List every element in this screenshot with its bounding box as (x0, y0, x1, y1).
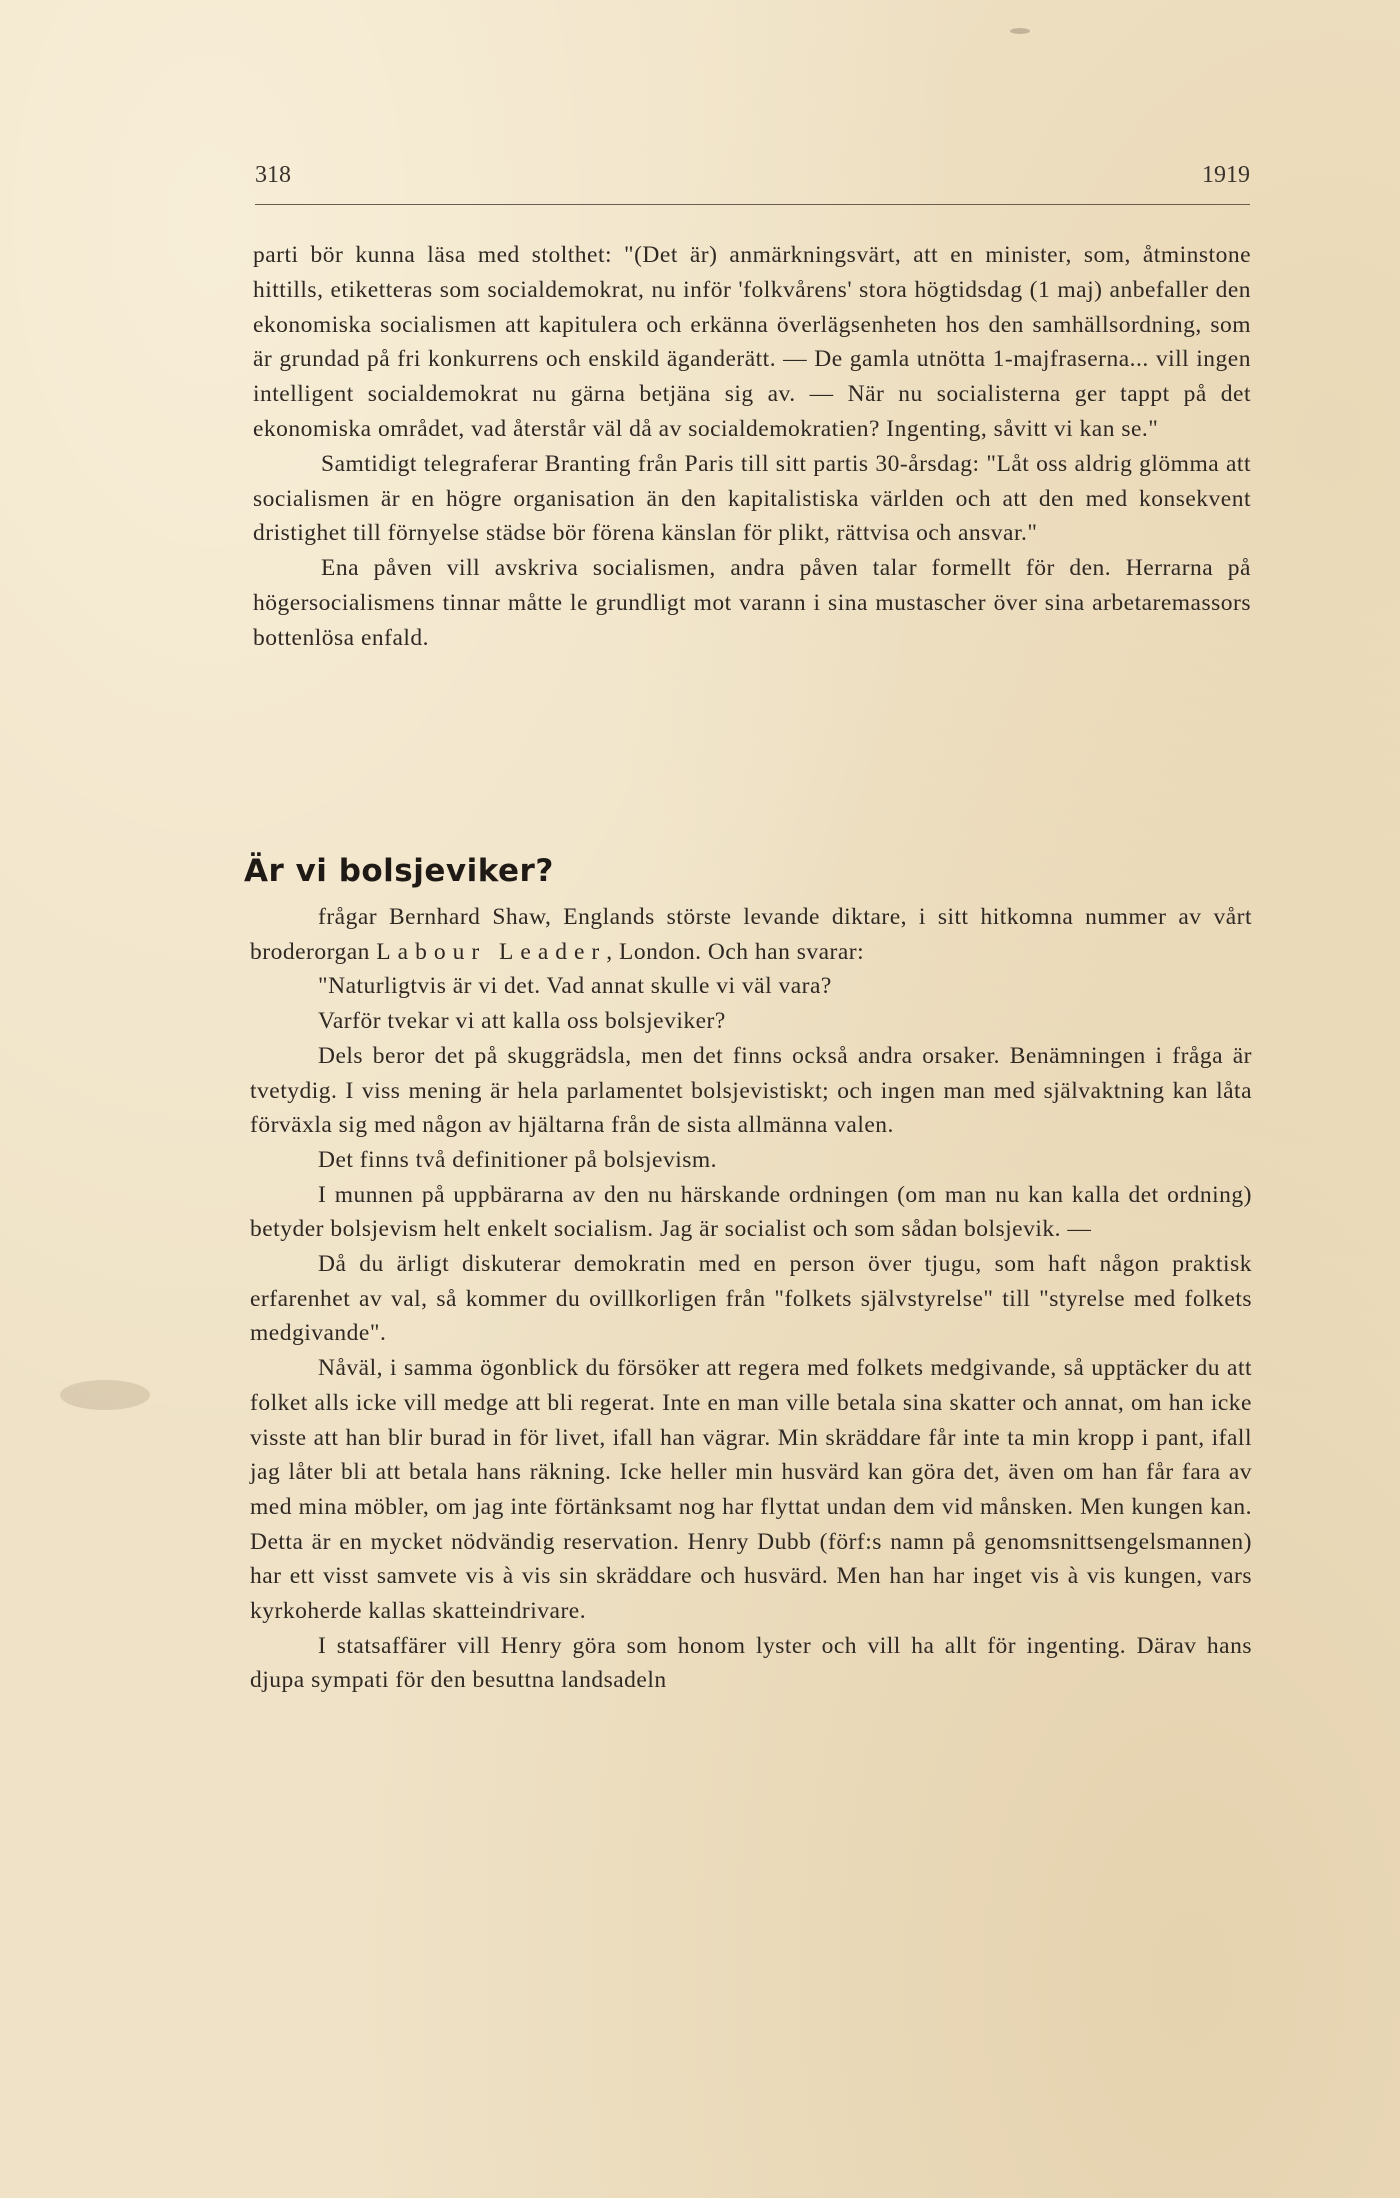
header-rule (255, 204, 1250, 205)
paragraph: Då du ärligt diskuterar demokratin med en person över tjugu, som haft någon praktisk erfarenhet av val, så kommer du ovillkorligen från "folkets självstyrelse" till "styrelse med folkets medgivande". (250, 1251, 1252, 1347)
article-body (250, 900, 1252, 1698)
paragraph: I statsaffärer vill Henry göra som honom lyster och vill ha allt för ingenting. Därav hans djupa sympati för den besuttna landsadeln (250, 1632, 1252, 1694)
continued-article (253, 238, 1251, 656)
header-year: 1919 (1202, 162, 1250, 188)
intro-text: frågar Bernhard Shaw, Englands störste levande diktare, i sitt hitkomna nummer av vårt broderorgan (250, 904, 1252, 965)
paragraph: Ena påven vill avskriva socialismen, andra påven talar formellt för den. Herrarna på högersocialismens tinnar måtte le grundligt mot varann i sina mustascher över sina arbetaremassors bottenlösa enfald. (253, 555, 1251, 651)
paragraph: Varför tvekar vi att kalla oss bolsjeviker? (318, 1008, 726, 1035)
paragraph: "Naturligtvis är vi det. Vad annat skulle vi väl vara? (318, 973, 832, 1000)
paragraph: Samtidigt telegraferar Branting från Paris till sitt partis 30-årsdag: "Låt oss aldrig glömma att socialismen är en högre organisation än den kapitalistiska världen och att den med konsekvent dristighet till förnyelse städse bör förena känslan för plikt, rättvisa och ansvar." (253, 450, 1251, 547)
paragraph: Nåväl, i samma ögonblick du försöker att regera med folkets medgivande, så upptäcker du att folket alls icke vill medge att bli regerat. Inte en man ville betala sina skatter och annat, om han icke visste att han blir burad in för livet, ifall han vägrar. Min skräddare får inte ta min kropp i pant, ifall jag låter bli att betala hans räkning. Icke heller min husvärd kan göra det, även om han får fara av med mina möbler, om jag inte förtänksamt nog har flyttat undan dem vid månsken. Men kungen kan. Detta är en mycket nödvändig reservation. Henry Dubb (förf:s namn på genomsnittsengelsmannen) har ett visst samvete vis à vis sin skräddare och husvärd. Men han har inget vis à vis kungen, vars kyrkoherde kallas skatteindrivare. (250, 1355, 1252, 1625)
intro-paragraph (250, 900, 1252, 969)
article-title: Är vi bolsjeviker? (244, 853, 554, 889)
paragraph: I munnen på uppbärarna av den nu härskande ordningen (om man nu kan kalla det ordning) betyder bolsjevism helt enkelt socialism. Jag är socialist och som sådan bolsjevik. — (250, 1181, 1252, 1243)
publication-name: Labour Leader (376, 938, 607, 965)
paragraph: Dels beror det på skuggrädsla, men det finns också andra orsaker. Benämningen i fråga är tvetydig. I viss mening är hela parlamentet bolsjevistiskt; och ingen man med självaktning kan låta förväxla sig med någon av hjältarna från de sista allmänna valen. (250, 1042, 1252, 1139)
paragraph: parti bör kunna läsa med stolthet: "(Det är) anmärkningsvärt, att en minister, som, åtminstone hittills, etiketteras som socialdemokrat, nu inför 'folkvårens' stora högtidsdag (1 maj) anbefaller den ekonomiska socialismen att kapitulera och erkänna överlägsenheten hos den samhällsordning, som är grundad på fri konkurrens och enskild äganderätt. — De gamla utnötta 1-majfraserna... vill ingen intelligent socialdemokrat nu gärna betjäna sig av. — När nu socialisterna ger tappt på det ekonomiska området, vad återstår väl då av socialdemokratien? Ingenting, såvitt vi kan se." (253, 242, 1251, 442)
intro-text-end: , London. Och han svarar: (606, 938, 865, 965)
page-number: 318 (255, 162, 291, 188)
paper-stain (60, 1380, 150, 1410)
paragraph: Det finns två definitioner på bolsjevism. (318, 1146, 718, 1173)
paper-stain (1010, 28, 1030, 34)
